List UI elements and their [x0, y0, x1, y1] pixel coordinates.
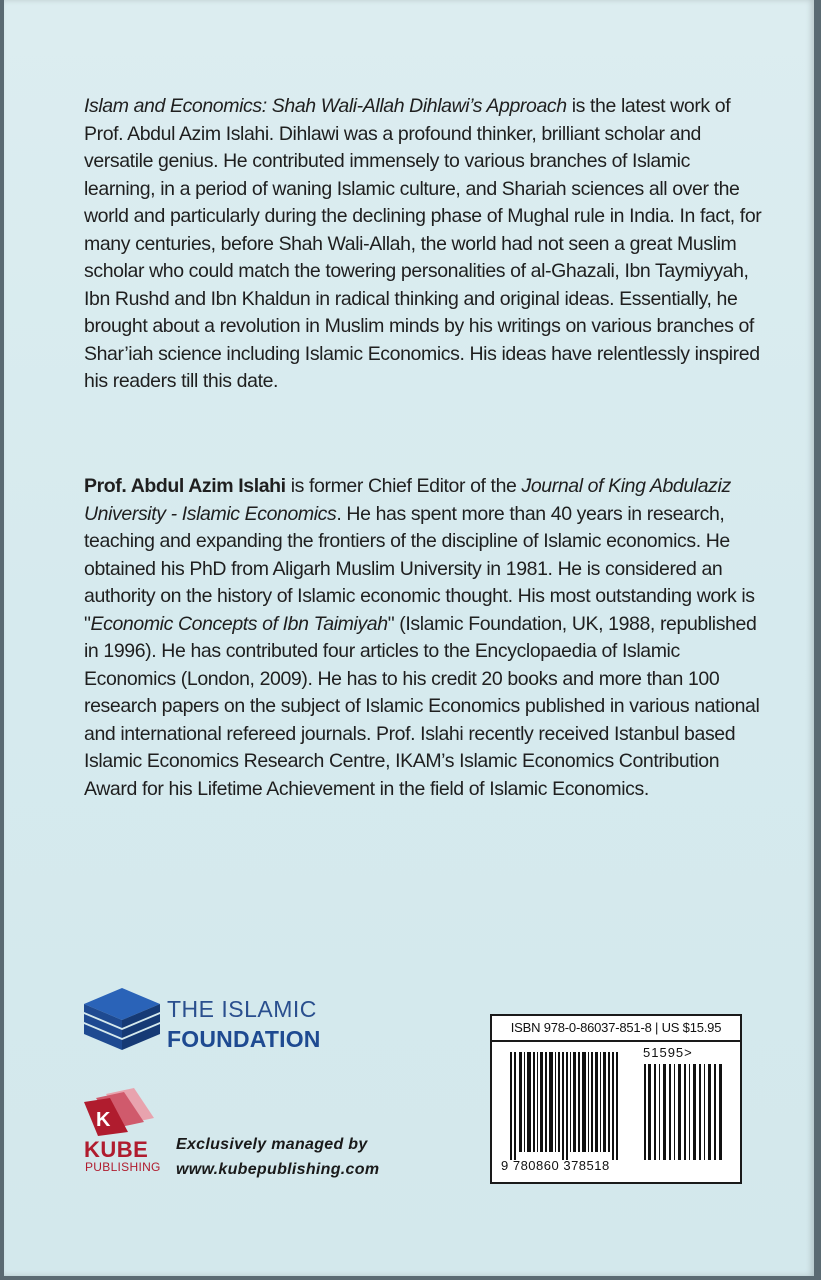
kube-name: KUBE [84, 1137, 149, 1162]
isbn-price-line: ISBN 978-0-86037-851-8 | US $15.95 [492, 1016, 740, 1042]
author-bio-text-3: " (Islamic Foundation, UK, 1988, republished in 1996). He has contributed four articles to the Encyclopaedia of Islamic Economics (London, 2009). He has to his credit 20 books and more than 100 research papers on the subject of Islamic Economics published in various national and international refereed journals. Prof. Islahi recently received Istanbul based Islamic Economics Research Centre, IKAM’s Islamic Economics Contribution Award for his Lifetime Achievement in the field of Islamic Economics. [84, 612, 760, 800]
publisher-name-line1: THE ISLAMIC [167, 996, 317, 1022]
notable-work: Economic Concepts of Ibn Taimiyah [90, 612, 388, 635]
publisher-name-line2: FOUNDATION [167, 1026, 321, 1052]
kube-subtitle: PUBLISHING [85, 1160, 161, 1174]
journal-name: Journal of King Abdulaziz University - Islamic Economics [84, 475, 731, 525]
barcode-addon-digits: 51595> [643, 1045, 693, 1060]
book-back-cover [4, 0, 814, 1276]
author-name: Prof. Abdul Azim Islahi [84, 475, 286, 497]
isbn-barcode-box [490, 1014, 742, 1184]
managed-by-note [176, 1132, 379, 1182]
barcode-addon-icon [644, 1064, 724, 1160]
author-bio-text-1: is former Chief Editor of the [285, 475, 522, 497]
book-description [84, 93, 764, 396]
author-bio-text-2: . He has spent more than 40 years in research, teaching and expanding the frontiers of the discipline of Islamic economics. He obtained his PhD from Aligarh Muslim University in 1981. He is considered an authority on the history of Islamic economic thought. His most outstanding work is " [84, 502, 755, 635]
kube-logo-icon [84, 1088, 154, 1136]
kube-logo-letter: K [96, 1109, 111, 1131]
managed-by-line: Exclusively managed by [176, 1136, 368, 1153]
book-title: Islam and Economics: Shah Wali-Allah Dihlawi’s Approach [84, 95, 567, 117]
book-description-text: is the latest work of Prof. Abdul Azim Islahi. Dihlawi was a profound thinker, brilliant scholar and versatile genius. He contributed immensely to various branches of Islamic learning, in a period of waning Islamic culture, and Shariah sciences all over the world and particularly during the declining phase of Mughal rule in India. In fact, for many centuries, before Shah Wali-Allah, the world had not seen a great Muslim scholar who could match the towering personalities of al-Ghazali, Ibn Taymiyyah, Ibn Rushd and Ibn Khaldun in radical thinking and original ideas. Essentially, he brought about a revolution in Muslim minds by his writings on various branches of Shar’iah science including Islamic Economics. His ideas have relentlessly inspired his readers till this date. [84, 95, 762, 392]
kube-website-link: www.kubepublishing.com [176, 1161, 380, 1178]
islamic-foundation-logo-icon [84, 988, 164, 1050]
author-bio [84, 473, 764, 803]
ean-digits: 9 780860 378518 [501, 1158, 610, 1173]
barcode-icon [510, 1052, 618, 1160]
